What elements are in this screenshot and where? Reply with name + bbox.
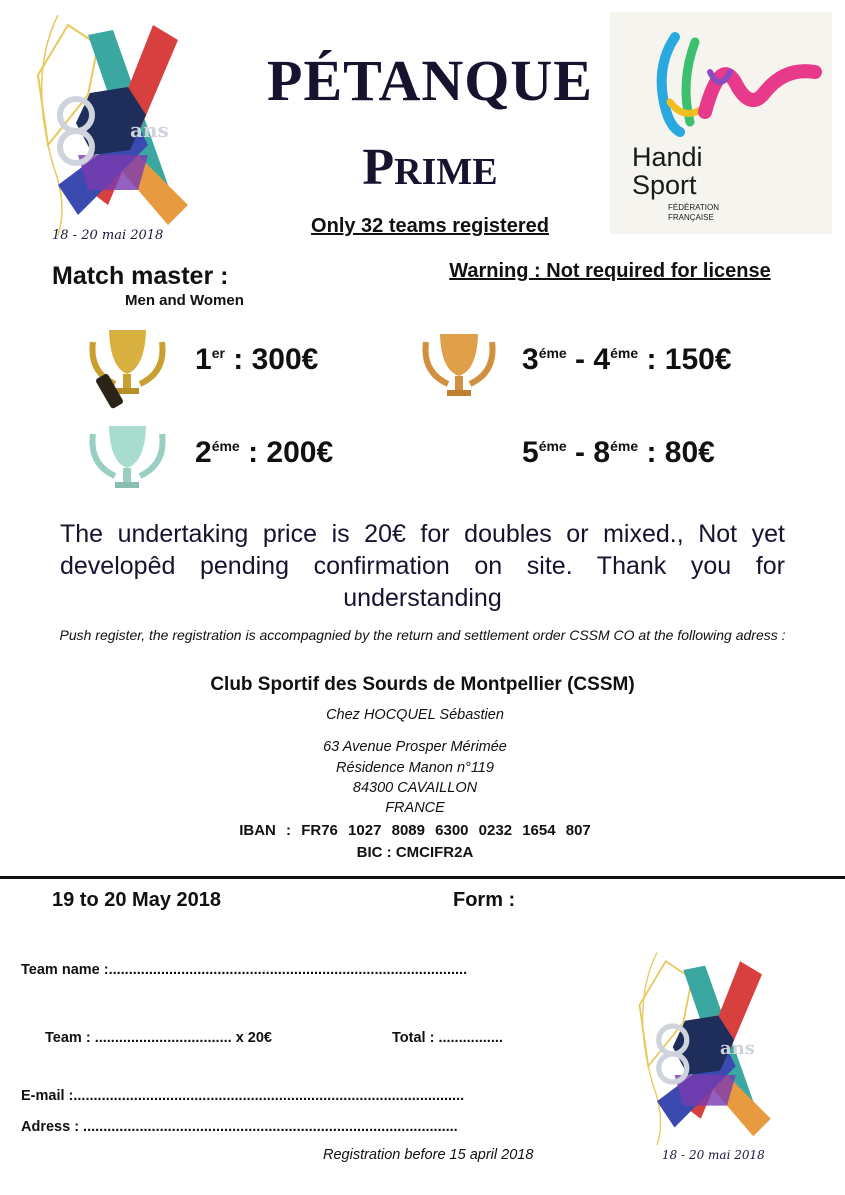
registration-deadline: Registration before 15 april 2018 [323, 1147, 534, 1163]
handisport-line3: FÉDÉRATION [668, 203, 719, 212]
license-warning: Warning : Not required for license [449, 260, 771, 282]
prize-rank: 2 [195, 436, 212, 469]
prize-second [195, 436, 333, 470]
prize-rank: 5 [522, 436, 539, 469]
email-field[interactable]: E-mail :................................................................................................. [21, 1088, 465, 1104]
total-field[interactable]: Total : ................ [392, 1030, 503, 1046]
undertaking-text: The undertaking price is 20€ for doubles or mixed., Not yet developêd pending confirmation on site. Thank you for understanding [60, 520, 785, 612]
address-line-1: 63 Avenue Prosper Mérimée [323, 739, 507, 755]
prize-amount: : 80€ [646, 436, 715, 469]
page-subtitle [220, 139, 640, 196]
event-date: 19 to 20 May 2018 [52, 889, 221, 911]
anniversary-logo-graphic [18, 15, 218, 247]
gold-trophy-icon [85, 322, 170, 412]
handisport-line1: Handi [632, 142, 703, 172]
logo-dates: 18 - 20 mai 2018 [52, 228, 164, 243]
registration-instructions: Push register, the registration is accompagnied by the return and settlement order CSSM CO at the following adress : [59, 627, 786, 643]
address-line-3: 84300 CAVAILLON [352, 780, 478, 796]
handisport-line4: FRANÇAISE [668, 213, 714, 222]
team-name-field[interactable]: Team name :......................................................................................... [21, 962, 468, 978]
address-line-2: Résidence Manon n°119 [336, 760, 494, 776]
bic: BIC : CMCIFR2A [356, 844, 474, 861]
prize-rank: 3 [522, 343, 539, 376]
prize-amount: : 300€ [233, 343, 319, 376]
silver-trophy-icon [85, 422, 170, 498]
form-label: Form : [453, 889, 516, 911]
adress-field[interactable]: Adress : ............................................................................................. [21, 1119, 458, 1135]
handisport-logo [610, 12, 832, 234]
club-name: Club Sportif des Sourds de Montpellier (CSSM) [210, 674, 635, 695]
anniversary-logo-graphic [622, 938, 797, 1170]
subtitle-initial: P [362, 139, 395, 196]
prize-rank: 1 [195, 343, 212, 376]
prize-rank-2-sup: éme [610, 438, 639, 454]
handisport-line2: Sport [632, 170, 697, 200]
prize-rank-sup: er [211, 345, 225, 361]
team-field[interactable]: Team : .................................. x 20€ [45, 1030, 272, 1046]
address-line-4: FRANCE [385, 800, 445, 816]
prize-amount: : 150€ [646, 343, 732, 376]
prize-first [195, 343, 318, 377]
prize-fifth-eighth [522, 436, 715, 470]
prize-rank-sup: éme [211, 438, 240, 454]
prize-third-fourth [522, 343, 732, 377]
section-divider [0, 876, 845, 879]
anniversary-logo-bottom [622, 938, 797, 1170]
page-title: PÉTANQUE [267, 48, 593, 113]
prize-rank-sup: éme [538, 438, 567, 454]
prize-rank-2-sup: éme [610, 345, 639, 361]
logo-ans-label: ans [130, 118, 169, 142]
logo-ans-label: ans [720, 1038, 755, 1059]
match-audience: Men and Women [125, 292, 244, 309]
teams-note: Only 32 teams registered [311, 215, 549, 237]
prize-rank-sup: éme [538, 345, 567, 361]
address-recipient: Chez HOCQUEL Sébastien [326, 707, 504, 723]
prize-rank-2: - 4 [566, 343, 611, 376]
anniversary-logo-top [18, 15, 218, 247]
prize-amount: : 200€ [248, 436, 334, 469]
prize-rank-2: - 8 [566, 436, 611, 469]
match-master-heading: Match master : [52, 262, 229, 290]
bronze-trophy-icon [418, 328, 500, 406]
iban: IBAN : FR76 1027 8089 6300 0232 1654 807 [239, 822, 591, 839]
logo-dates: 18 - 20 mai 2018 [662, 1148, 765, 1162]
subtitle-rest: RIME [394, 151, 498, 193]
